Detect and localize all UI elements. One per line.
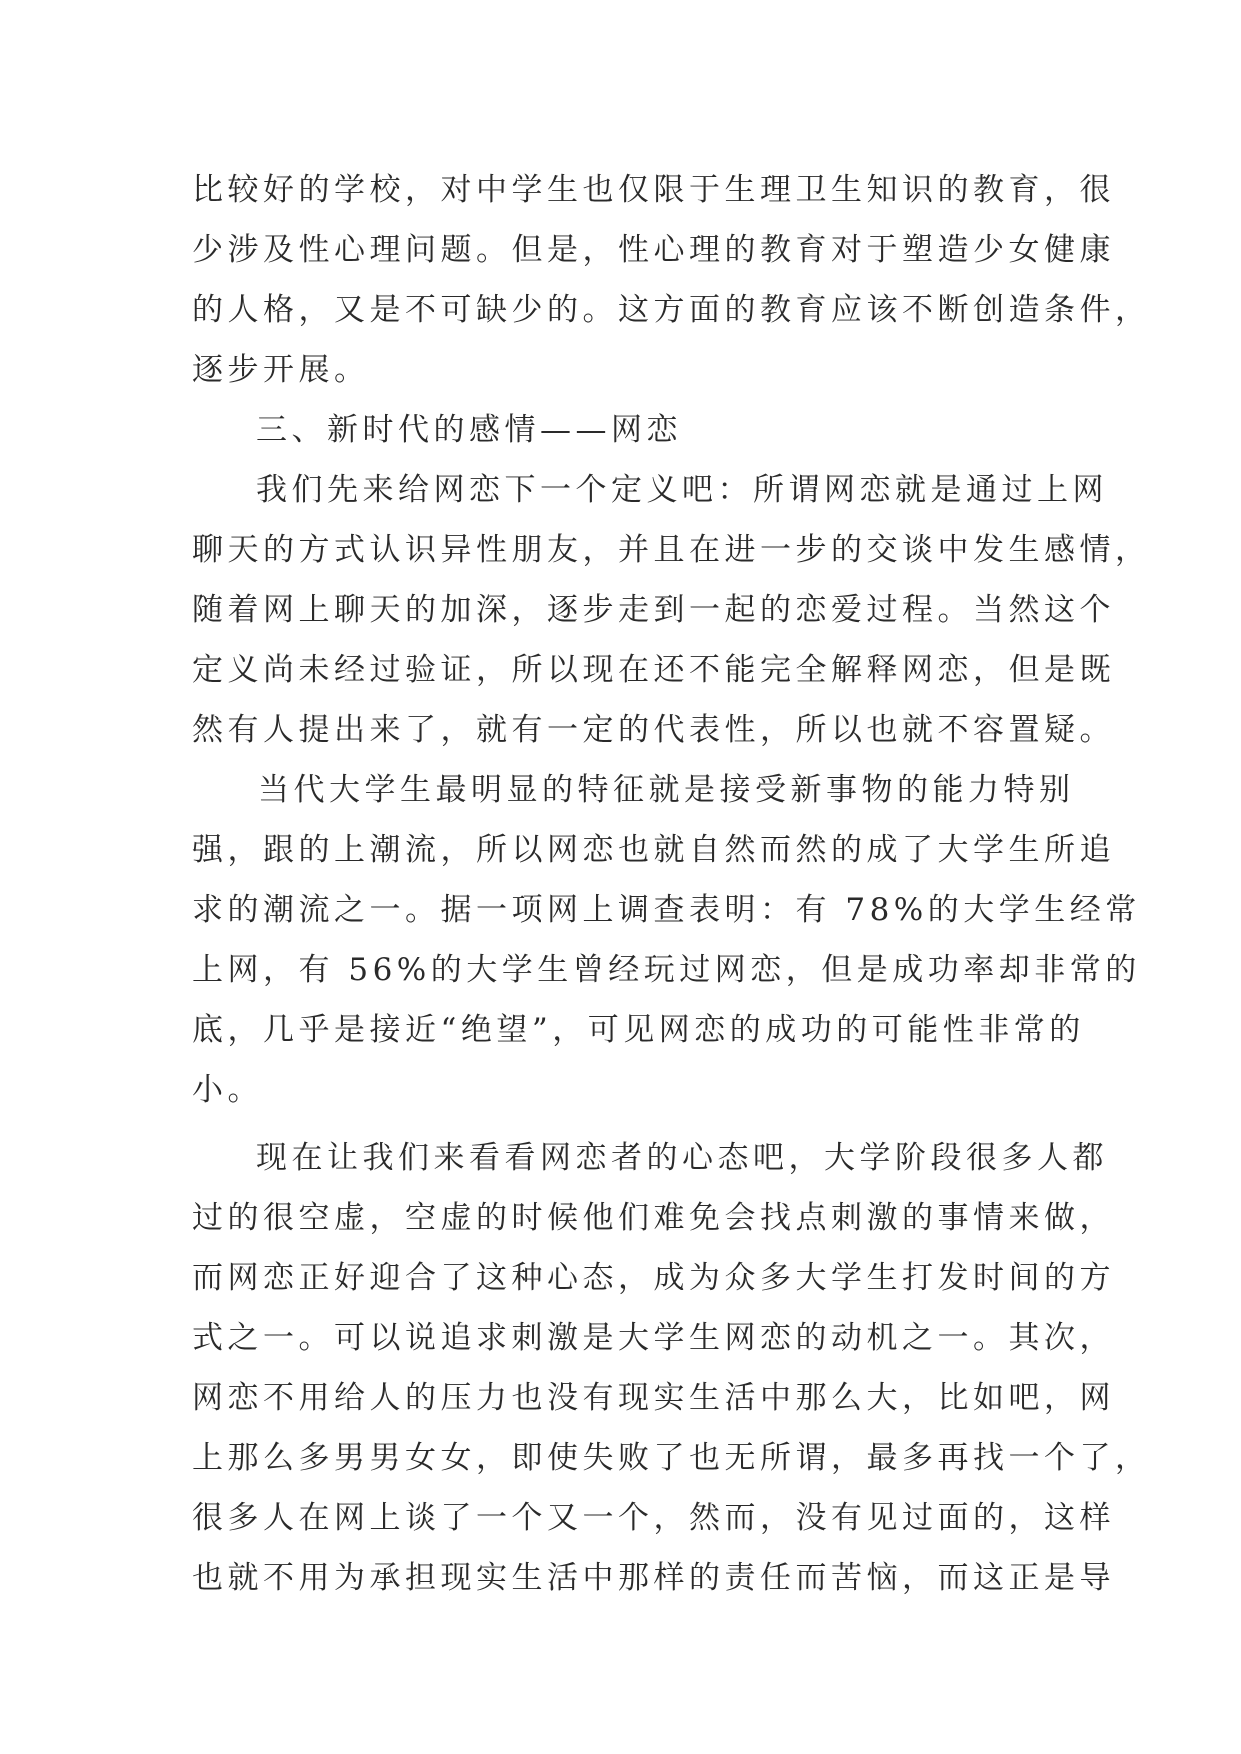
body-text xyxy=(192,160,1151,1608)
text-line: 过的很空虚，空虚的时候他们难免会找点刺激的事情来做， xyxy=(192,1200,1115,1236)
text-line: 聊天的方式认识异性朋友，并且在进一步的交谈中发生感情， xyxy=(192,532,1151,568)
text-line: 式之一。可以说追求刺激是大学生网恋的动机之一。其次， xyxy=(192,1320,1115,1356)
text-line: 很多人在网上谈了一个又一个，然而，没有见过面的，这样 xyxy=(192,1500,1115,1536)
text-line: 强，跟的上潮流，所以网恋也就自然而然的成了大学生所追 xyxy=(192,832,1115,868)
text-line: 现在让我们来看看网恋者的心态吧，大学阶段很多人都 xyxy=(256,1140,1108,1176)
text-line: 然有人提出来了，就有一定的代表性，所以也就不容置疑。 xyxy=(192,712,1115,748)
text-line: 底，几乎是接近“绝望”，可见网恋的成功的可能性非常的 xyxy=(192,1012,1085,1048)
text-line: 上那么多男男女女，即使失败了也无所谓，最多再找一个了， xyxy=(192,1440,1151,1476)
text-line: 而网恋正好迎合了这种心态，成为众多大学生打发时间的方 xyxy=(192,1260,1115,1296)
text-line: 当代大学生最明显的特征就是接受新事物的能力特别 xyxy=(258,772,1075,808)
text-line: 小。 xyxy=(192,1072,263,1108)
text-line: 定义尚未经过验证，所以现在还不能完全解释网恋，但是既 xyxy=(192,652,1115,688)
text-line: 随着网上聊天的加深，逐步走到一起的恋爱过程。当然这个 xyxy=(192,592,1115,628)
section-heading: 三、新时代的感情——网恋 xyxy=(256,412,682,448)
text-line: 网恋不用给人的压力也没有现实生活中那么大，比如吧，网 xyxy=(192,1380,1115,1416)
text-line: 求的潮流之一。据一项网上调查表明：有 78%的大学生经常 xyxy=(192,892,1141,928)
text-line: 少涉及性心理问题。但是，性心理的教育对于塑造少女健康 xyxy=(192,232,1115,268)
text-line: 上网，有 56%的大学生曾经玩过网恋，但是成功率却非常的 xyxy=(192,952,1141,988)
text-line: 也就不用为承担现实生活中那样的责任而苦恼，而这正是导 xyxy=(192,1560,1115,1596)
text-line: 比较好的学校，对中学生也仅限于生理卫生知识的教育，很 xyxy=(192,172,1115,208)
text-line: 的人格，又是不可缺少的。这方面的教育应该不断创造条件， xyxy=(192,292,1151,328)
text-line: 逐步开展。 xyxy=(192,352,370,388)
text-line: 我们先来给网恋下一个定义吧：所谓网恋就是通过上网 xyxy=(256,472,1108,508)
